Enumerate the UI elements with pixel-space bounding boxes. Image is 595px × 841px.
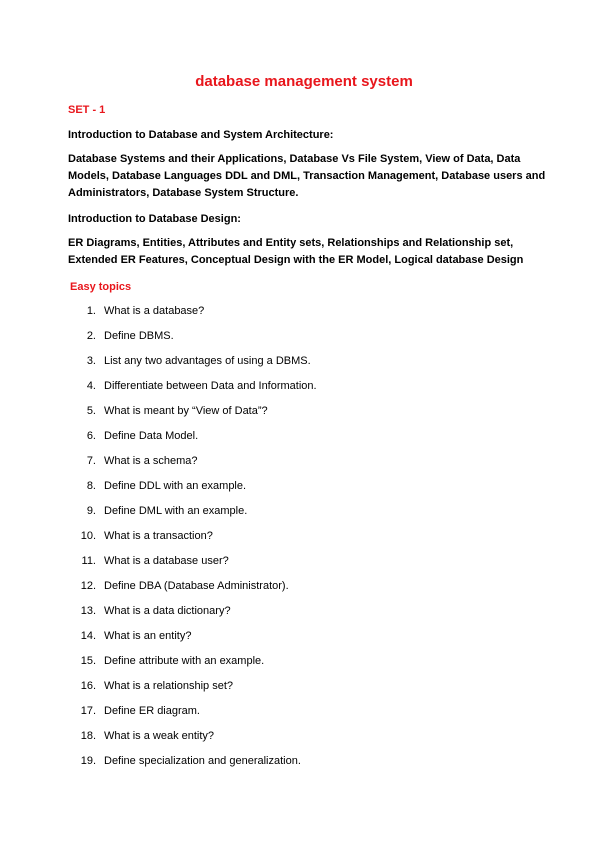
question-number: 14. — [80, 630, 96, 642]
question-text: Define specialization and generalization. — [104, 755, 301, 767]
question-text: What is a transaction? — [104, 530, 213, 542]
question-text: List any two advantages of using a DBMS. — [104, 355, 311, 367]
question-text: What is a schema? — [104, 455, 198, 467]
question-number: 4. — [86, 380, 96, 392]
question-number: 15. — [80, 655, 96, 667]
question-number: 3. — [86, 355, 96, 367]
question-number: 9. — [86, 505, 96, 517]
question-number: 5. — [86, 405, 96, 417]
question-text: Define attribute with an example. — [104, 655, 265, 667]
question-text: What is meant by “View of Data”? — [104, 405, 268, 417]
question-text: Define DDL with an example. — [104, 480, 247, 492]
section-body-architecture: Database Systems and their Applications, Database Vs File System, View of Data, Data Models, Database Languages DDL and DML, Transaction Management, Database users and Administrators, Database System Structure. — [68, 153, 546, 199]
question-number: 6. — [86, 430, 96, 442]
question-text: Define DBMS. — [104, 330, 174, 342]
question-number: 16. — [80, 680, 96, 692]
question-text: What is a weak entity? — [104, 730, 215, 742]
question-text: What is a relationship set? — [104, 680, 234, 692]
question-number: 2. — [86, 330, 96, 342]
question-text: What is a database? — [104, 305, 205, 317]
question-text: What is a data dictionary? — [104, 605, 231, 617]
question-number: 10. — [80, 530, 96, 542]
question-number: 19. — [80, 755, 96, 767]
question-text: What is an entity? — [104, 630, 192, 642]
section-heading-design: Introduction to Database Design: — [68, 213, 241, 225]
question-text: Define DBA (Database Administrator). — [104, 580, 289, 592]
section-heading-architecture: Introduction to Database and System Architecture: — [68, 129, 334, 141]
question-text: Define Data Model. — [104, 430, 199, 442]
question-number: 7. — [86, 455, 96, 467]
question-number: 1. — [86, 305, 96, 317]
question-number: 18. — [80, 730, 96, 742]
question-number: 11. — [81, 555, 96, 567]
easy-topics-label: Easy topics — [70, 281, 132, 293]
set-label: SET - 1 — [68, 104, 106, 116]
question-number: 12. — [80, 580, 96, 592]
document-title: database management system — [195, 73, 413, 90]
question-text: Define DML with an example. — [104, 505, 248, 517]
question-text: What is a database user? — [104, 555, 229, 567]
question-number: 13. — [80, 605, 96, 617]
question-text: Define ER diagram. — [104, 705, 200, 717]
question-number: 8. — [86, 480, 96, 492]
question-text: Differentiate between Data and Information. — [104, 380, 317, 392]
section-body-design: ER Diagrams, Entities, Attributes and Entity sets, Relationships and Relationship set, Extended ER Features, Conceptual Design with the ER Model, Logical database Design — [68, 237, 524, 266]
question-number: 17. — [80, 705, 96, 717]
